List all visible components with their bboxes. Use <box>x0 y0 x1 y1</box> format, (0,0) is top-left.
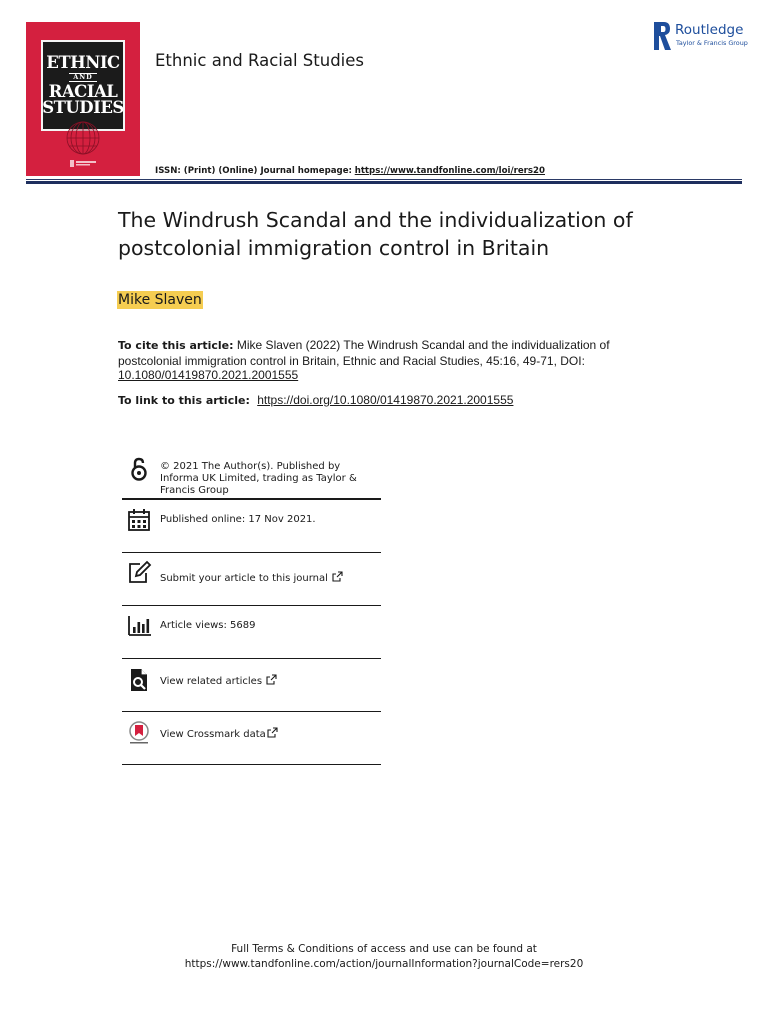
cover-title-line1: ETHNIC <box>46 52 120 72</box>
routledge-subtitle: Taylor & Francis Group <box>676 39 748 47</box>
license-text: © 2021 The Author(s). Published by Informa UK Limited, trading as Taylor & Francis Group <box>160 461 357 496</box>
article-doi-link[interactable]: https://doi.org/10.1080/01419870.2021.2001555 <box>257 393 514 407</box>
link-label: To link to this article: <box>118 394 250 407</box>
submit-link[interactable] <box>160 571 343 585</box>
related-row[interactable] <box>122 659 381 712</box>
calendar-icon <box>126 507 152 533</box>
external-link-icon <box>266 674 277 685</box>
article-link-line <box>118 393 678 407</box>
search-document-icon <box>126 667 152 693</box>
related-label: View related articles <box>160 676 263 687</box>
external-link-icon <box>332 571 343 582</box>
crossmark-icon <box>126 720 152 746</box>
routledge-r-icon <box>652 21 672 51</box>
crossmark-link[interactable] <box>160 727 278 741</box>
cite-label: To cite this article: <box>118 339 234 352</box>
crossmark-label: View Crossmark data <box>160 729 266 740</box>
issn-line <box>155 166 545 176</box>
article-title: The Windrush Scandal and the individualization of postcolonial immigration control in Britain <box>118 208 633 260</box>
cite-text: Mike Slaven (2022) The Windrush Scandal and the individualization of postcolonial immigration control in Britain, Ethnic and Racial Studies, 45:16, 49-71, DOI: <box>118 338 610 368</box>
cover-publisher-mark <box>70 159 96 168</box>
edit-icon <box>126 560 152 586</box>
published-row <box>122 500 381 553</box>
crossmark-row[interactable] <box>122 712 381 765</box>
routledge-name: Routledge <box>675 22 744 38</box>
license-row <box>122 450 381 500</box>
bar-chart-icon <box>126 613 152 639</box>
journal-name[interactable]: Ethnic and Racial Studies <box>155 51 365 70</box>
submit-label: Submit your article to this journal <box>160 573 328 584</box>
open-access-icon <box>126 456 152 482</box>
cover-title-line2: RACIAL <box>48 81 118 101</box>
routledge-logo[interactable] <box>652 21 752 51</box>
issn-label: ISSN: (Print) (Online) Journal homepage: <box>155 166 352 176</box>
journal-cover <box>26 22 140 176</box>
cover-title-box <box>41 40 125 131</box>
header-divider <box>26 179 742 180</box>
journal-homepage-link[interactable]: https://www.tandfonline.com/loi/rers20 <box>354 166 545 176</box>
related-link[interactable] <box>160 674 277 688</box>
citation-block <box>118 338 638 383</box>
author-name[interactable]: Mike Slaven <box>118 292 202 308</box>
cite-doi-link[interactable]: 10.1080/01419870.2021.2001555 <box>118 368 299 382</box>
footer <box>0 942 768 972</box>
cover-title-line3: STUDIES <box>42 98 124 117</box>
submit-row[interactable] <box>122 553 381 606</box>
article-info-list <box>122 450 381 765</box>
globe-icon <box>65 120 101 156</box>
external-link-icon <box>267 727 278 738</box>
views-row <box>122 606 381 659</box>
published-text: Published online: 17 Nov 2021. <box>160 514 316 525</box>
footer-terms-link[interactable]: https://www.tandfonline.com/action/journalInformation?journalCode=rers20 <box>184 958 584 970</box>
views-text: Article views: 5689 <box>160 620 256 631</box>
cover-title-and: AND <box>69 73 97 82</box>
header-divider-thick <box>26 181 742 184</box>
footer-line1: Full Terms & Conditions of access and use can be found at <box>231 943 537 955</box>
